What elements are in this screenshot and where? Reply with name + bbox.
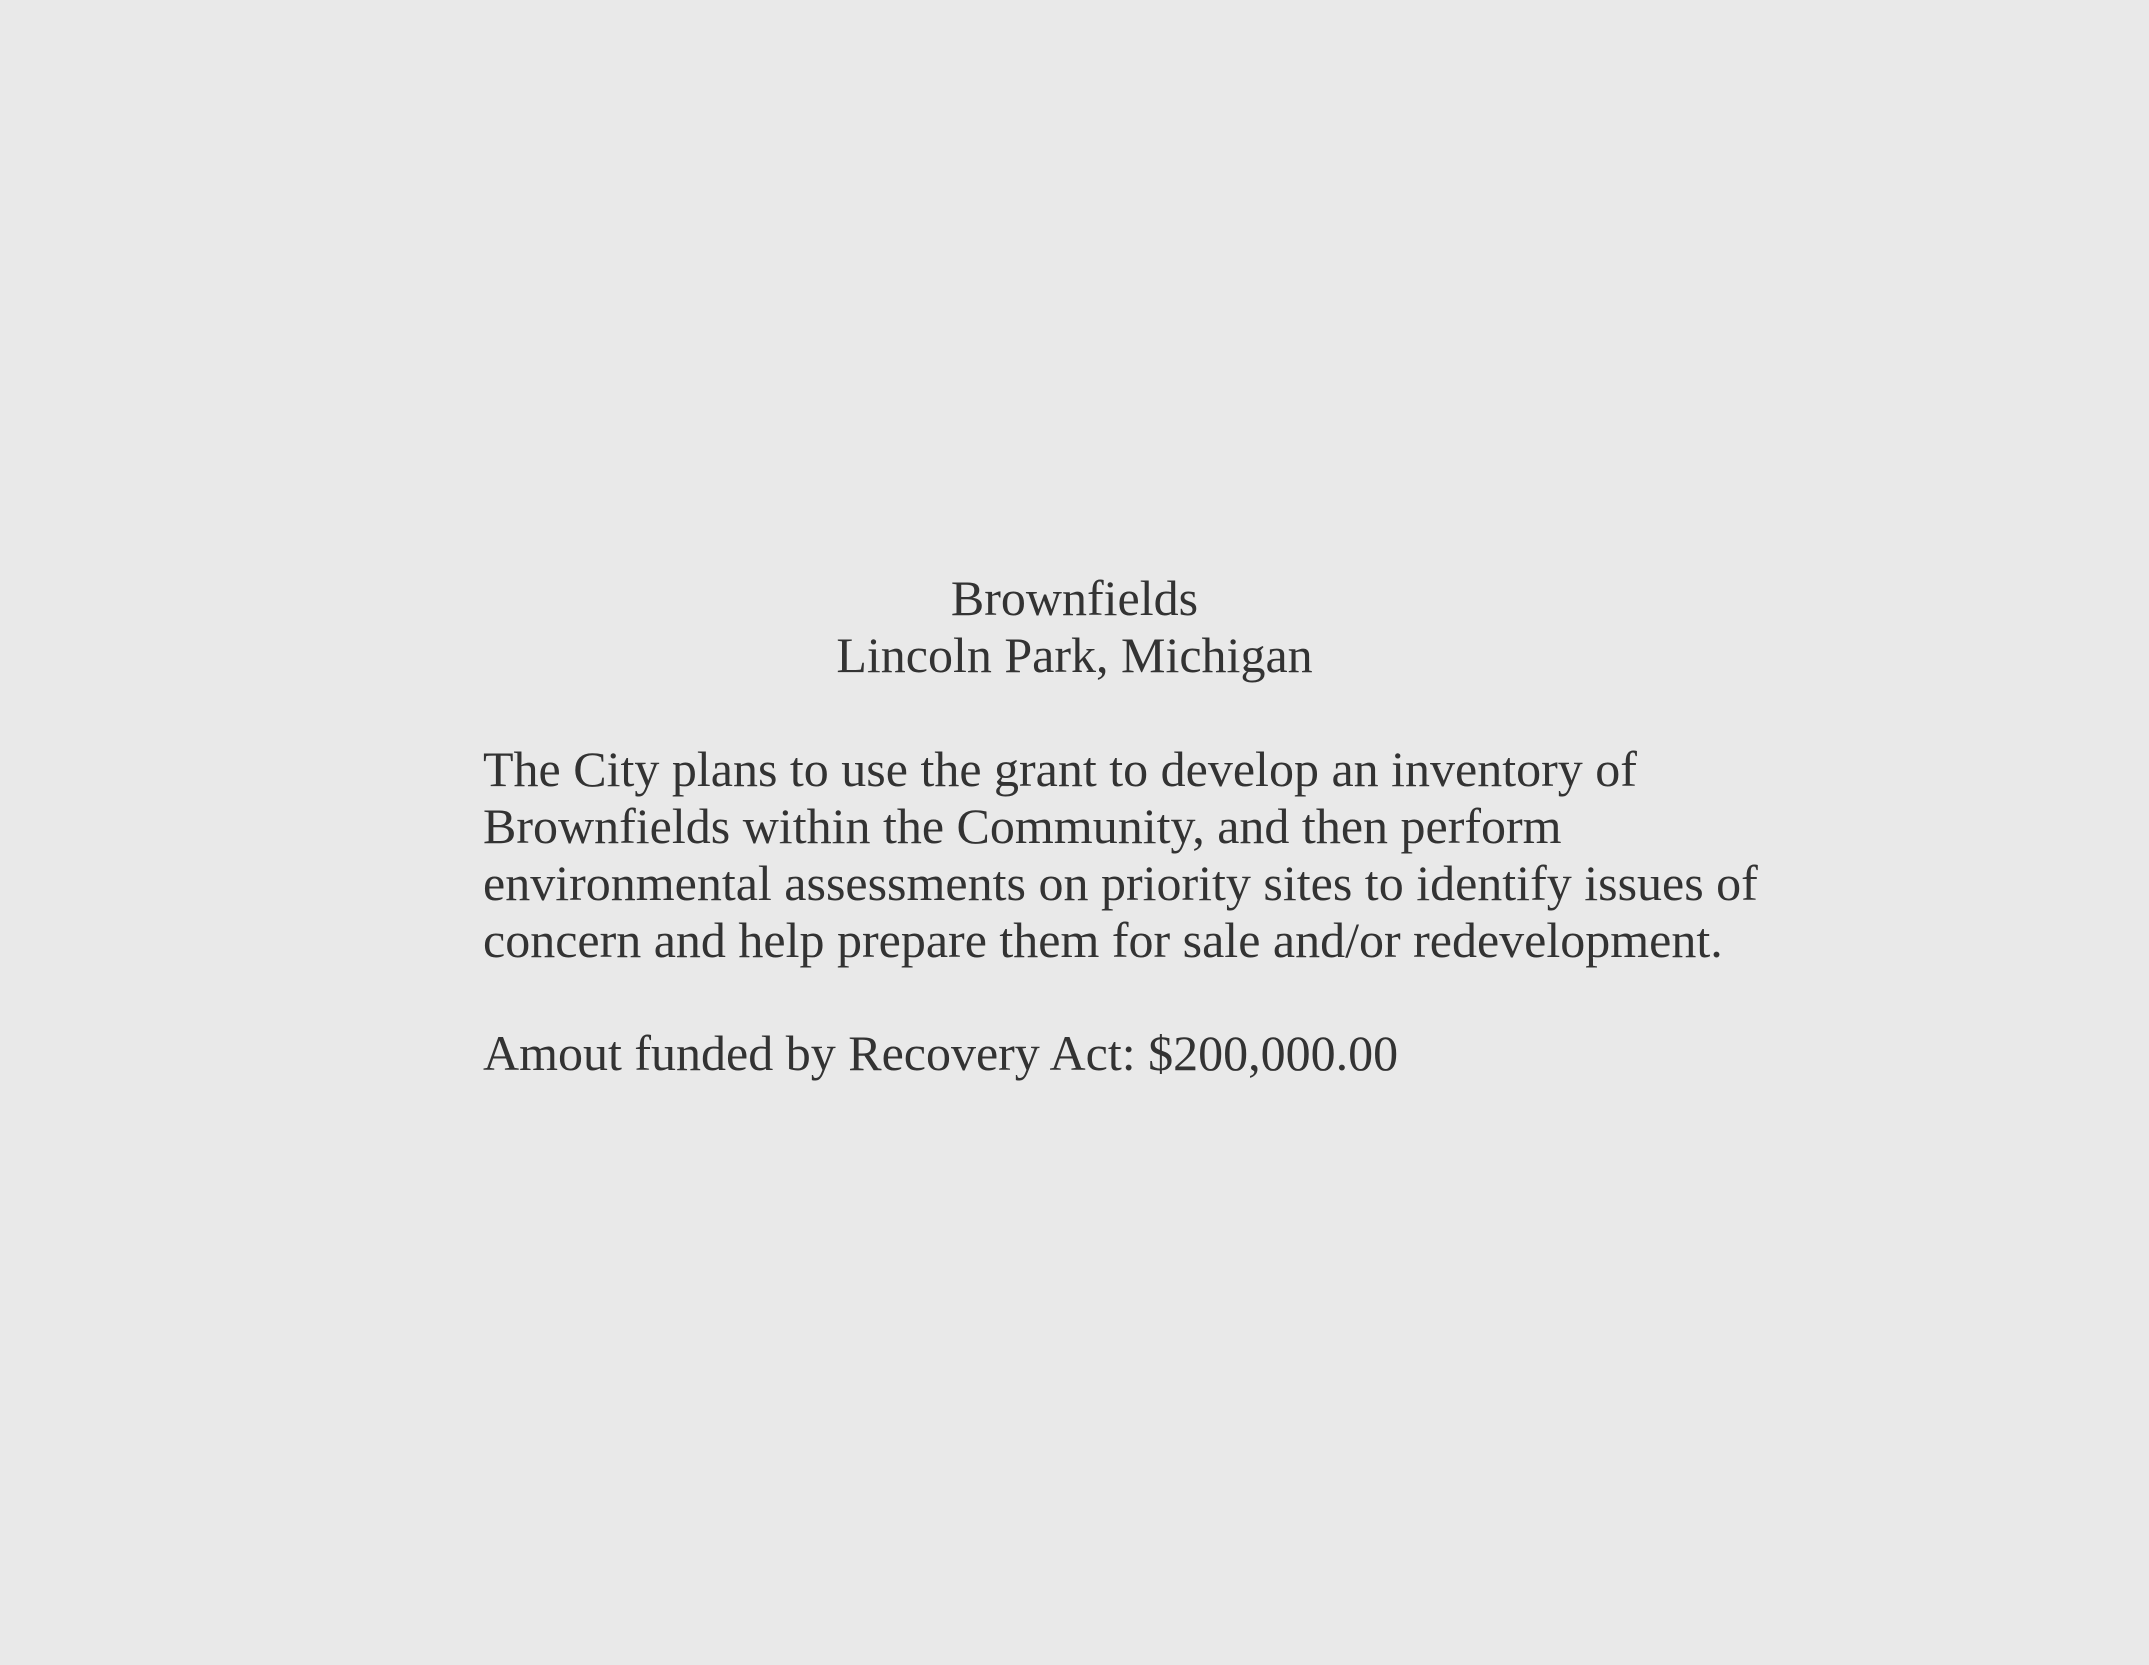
document-location: Lincoln Park, Michigan [836,627,1313,683]
description-line: The City plans to use the grant to develop an inventory of [483,741,1637,797]
description-paragraph [483,741,1758,969]
document-title: Brownfields [950,570,1199,626]
document-heading [0,570,2149,684]
description-line: environmental assessments on priority sites to identify issues of [483,855,1758,911]
description-line: concern and help prepare them for sale and/or redevelopment. [483,912,1723,968]
funding-amount: Amout funded by Recovery Act: $200,000.00 [483,1025,1399,1081]
description-line: Brownfields within the Community, and then perform [483,798,1562,854]
